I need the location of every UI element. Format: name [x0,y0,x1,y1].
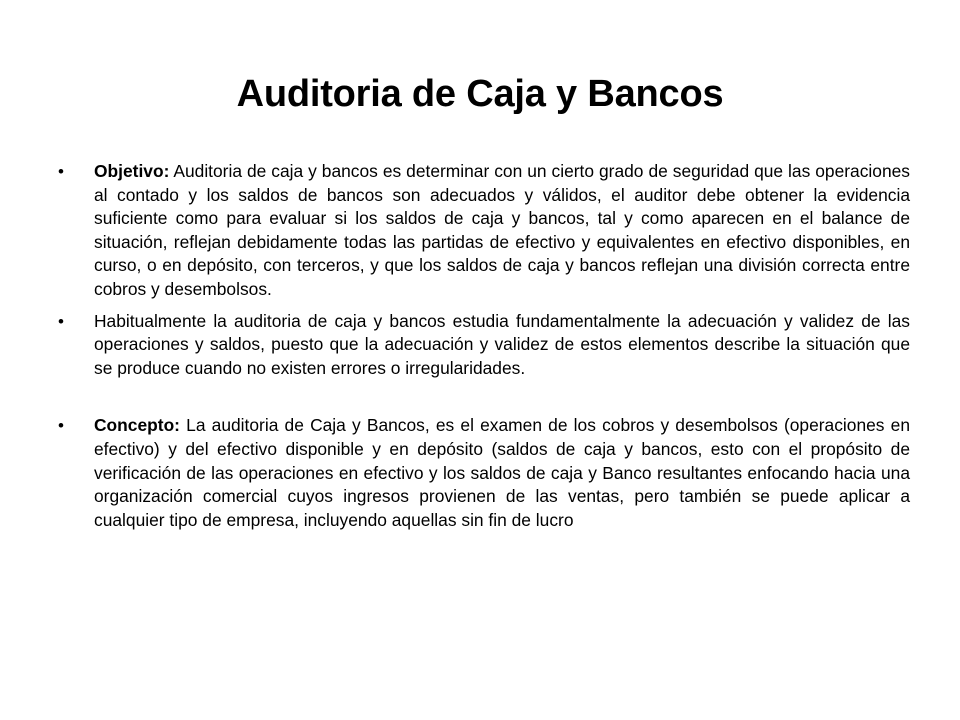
bullet-dot-icon: • [58,311,64,331]
slide-title: Auditoria de Caja y Bancos [236,73,724,115]
bullet-text-concepto: La auditoria de Caja y Bancos, es el examen de los cobros y desembolsos (operaciones en efectivo) y del efectivo disponible y en depósito (saldos de caja y bancos, esto con el propósito de verificación de las operaciones en efectivo y los saldos de caja y Banco resultantes enfocando hacia una organización comercial cuyos ingresos provienen de las ventas, pero también se puede aplicar a cualquier tipo de empresa, incluyendo aquellas sin fin de lucro [94,415,910,530]
bullet-dot-icon: • [58,162,64,181]
bullet-lead-concepto: Concepto: [94,415,180,436]
bullet-lead-objetivo: Objetivo: [94,161,170,181]
bullet-text-habitualmente: Habitualmente la auditoria de caja y bancos estudia fundamentalmente la adecuación y validez de las operaciones y saldos, puesto que la adecuación y validez de estos elementos describe la situación que se produce cuando no existen errores o irregularidades. [94,310,910,378]
bullet-spacer [58,380,910,414]
bullet-text-objetivo: Auditoria de caja y bancos es determinar con un cierto grado de seguridad que las operaciones al contado y los saldos de bancos son adecuados y válidos, el auditor debe obtener la evidencia suficiente como para evaluar si los saldos de caja y bancos, tal y como aparecen en el balance de situación, reflejan debidamente todas las partidas de efectivo y equivalentes en efectivo disponibles, en curso, o en depósito, con terceros, y que los saldos de caja y bancos reflejan una división correcta entre cobros y desembolsos. [94,161,910,299]
bullet-habitualmente [58,310,910,381]
bullet-dot-icon: • [58,416,64,436]
bullet-concepto [58,414,910,532]
slide-content [58,160,910,532]
bullet-objetivo [58,160,910,302]
